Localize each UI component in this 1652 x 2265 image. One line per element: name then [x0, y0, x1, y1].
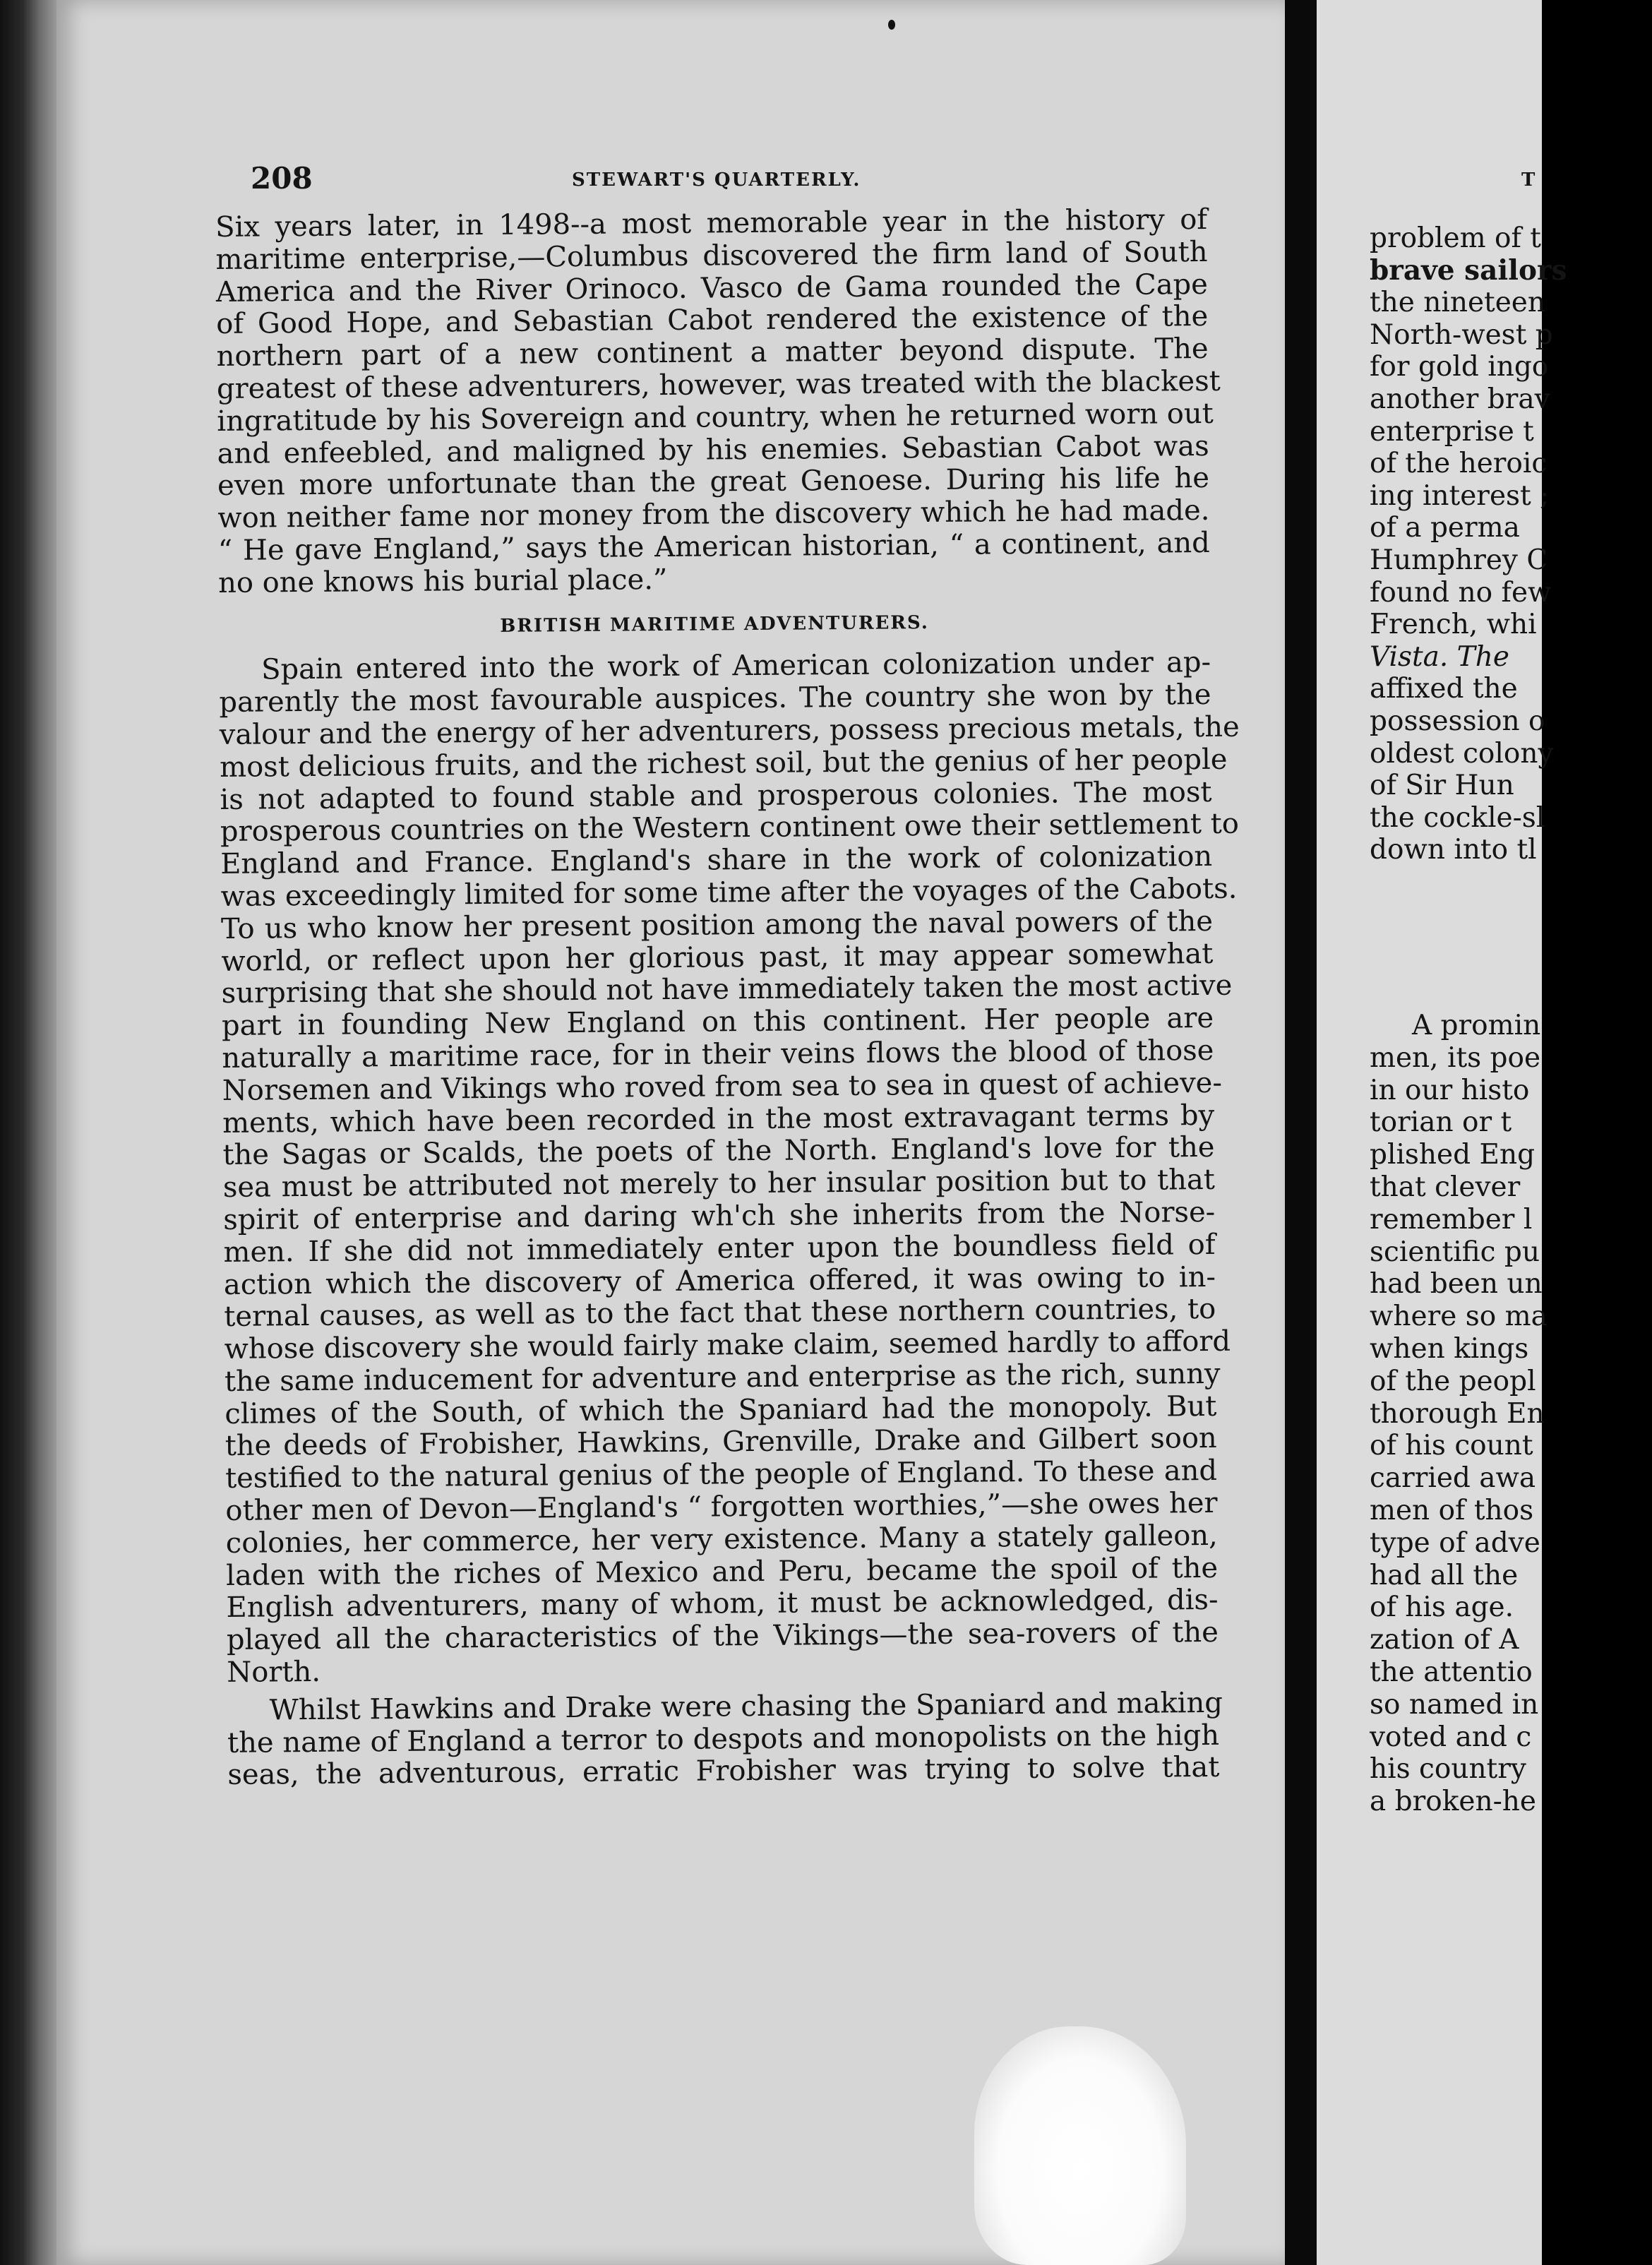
text-line: colonies, her commerce, her very existence. Many a stately galleon, — [225, 1519, 1218, 1560]
text-line: oldest colony — [1370, 737, 1554, 770]
page-number: 208 — [251, 161, 313, 196]
running-head: STEWART'S QUARTERLY. — [572, 169, 861, 191]
text-line: Six years later, in 1498--a most memorable year in the history of — [215, 203, 1208, 244]
text-line: voted and c — [1370, 1721, 1532, 1753]
text-line: Vista. The — [1370, 640, 1509, 673]
right-column-top — [1370, 222, 1652, 866]
text-line: England and France. England's share in the work of colonization — [220, 840, 1213, 881]
text-line: part in founding New England on this continent. Her people are — [221, 1002, 1214, 1043]
text-line: remember l — [1370, 1203, 1533, 1236]
text-line: other men of Devon—England's “ forgotten worthies,”—she owes her — [225, 1486, 1218, 1528]
text-line: had all the — [1370, 1559, 1519, 1591]
text-line: laden with the riches of Mexico and Peru, became the spoil of the — [225, 1551, 1219, 1592]
text-line: torian or t — [1370, 1106, 1512, 1139]
text-line: when kings — [1370, 1332, 1529, 1365]
text-line: Spain entered into the work of American colonization under ap- — [261, 646, 1211, 686]
text-line: played all the characteristics of the Vikings—the sea-rovers of the — [226, 1616, 1219, 1657]
text-line: Humphrey C — [1370, 544, 1548, 576]
text-line: possession o — [1370, 705, 1545, 737]
text-line: in our histo — [1370, 1074, 1530, 1106]
scan-left-edge — [0, 0, 56, 2265]
text-line: men of thos — [1370, 1494, 1534, 1526]
text-line: ing interest ; — [1370, 479, 1550, 512]
text-line: of his count — [1370, 1430, 1533, 1462]
text-line: thorough En — [1370, 1397, 1545, 1430]
text-line: the name of England a terror to despots and monopolists on the high — [227, 1719, 1220, 1759]
text-line: naturally a maritime race, for in their veins flows the blood of those — [222, 1034, 1214, 1075]
text-line: surprising that she should not have immediately taken the most active — [221, 969, 1233, 1010]
text-line: Whilst Hawkins and Drake were chasing the Spaniard and making — [269, 1686, 1223, 1727]
text-line: “ He gave England,” says the American historian, “ a continent, and — [217, 526, 1210, 567]
text-line: ingratitude by his Sovereign and country, when he returned worn out — [217, 397, 1214, 438]
right-page — [1317, 0, 1567, 2265]
text-line: the Sagas or Scalds, the poets of the North. England's love for the — [222, 1131, 1215, 1172]
text-line: enterprise t — [1370, 415, 1534, 448]
text-line: his country — [1370, 1753, 1526, 1786]
text-line: of the heroic — [1370, 448, 1548, 480]
text-line: carried awa — [1370, 1462, 1536, 1495]
text-line: To us who know her present position among the naval powers of the — [220, 904, 1214, 945]
text-line: and enfeebled, and maligned by his enemies. Sebastian Cabot was — [217, 429, 1209, 470]
paragraph-2 — [219, 646, 1240, 1689]
text-line: so named in — [1370, 1688, 1539, 1721]
text-line: seas, the adventurous, erratic Frobisher was trying to solve that — [227, 1751, 1220, 1792]
text-line: down into tl — [1370, 834, 1537, 866]
text-line: of Good Hope, and Sebastian Cabot rendered the existence of the — [216, 300, 1209, 341]
text-line: problem of t — [1370, 222, 1541, 254]
book-gutter — [1285, 0, 1317, 2265]
text-line: for gold ingo — [1370, 351, 1549, 383]
text-line: whose discovery she would fairly make claim, seemed hardly to afford — [224, 1325, 1231, 1366]
paragraph-3 — [227, 1686, 1223, 1792]
text-line: was exceedingly limited for some time after the voyages of the Cabots. — [220, 872, 1238, 913]
right-running-head: T — [1521, 169, 1536, 191]
text-line: ments, which have been recorded in the most extravagant terms by — [222, 1099, 1215, 1140]
paper-damage — [974, 2026, 1186, 2265]
text-line: men, its poe — [1370, 1041, 1541, 1074]
ink-speck — [888, 20, 895, 30]
text-line: won neither fame nor money from the discovery which he had made. — [217, 494, 1210, 535]
text-line: the nineteen — [1370, 287, 1546, 319]
text-line: America and the River Orinoco. Vasco de Gama rounded the Cape — [215, 268, 1209, 309]
text-line: North-west p — [1370, 318, 1553, 351]
text-line: the attentio — [1370, 1656, 1533, 1688]
text-line: Norsemen and Vikings who roved from sea to sea in quest of achieve- — [222, 1066, 1223, 1107]
text-line: affixed the — [1370, 673, 1518, 705]
text-line: men. If she did not immediately enter upon the boundless field of — [223, 1228, 1216, 1269]
text-line: of the peopl — [1370, 1365, 1536, 1397]
text-line: a broken-he — [1370, 1786, 1536, 1818]
text-line: climes of the South, of which the Spaniard had the monopoly. But — [225, 1390, 1217, 1430]
text-line: testified to the natural genius of the people of England. To these and — [225, 1454, 1218, 1495]
text-line: ternal causes, as well as to the fact that these northern countries, to — [224, 1293, 1216, 1334]
text-line: is not adapted to found stable and prosperous colonies. The most — [220, 775, 1212, 816]
text-line: of Sir Hun — [1370, 770, 1514, 802]
text-line: brave sailors — [1370, 253, 1567, 287]
text-line: prosperous countries on the Western continent owe their settlement to — [220, 807, 1240, 849]
body-text — [215, 203, 1240, 1792]
text-line: plished Eng — [1370, 1139, 1536, 1171]
text-line: of a perma — [1370, 512, 1520, 544]
text-line: most delicious fruits, and the richest soil, but the genius of her people — [219, 743, 1228, 784]
text-line: scientific pu — [1370, 1236, 1540, 1268]
text-line: no one knows his burial place.” — [217, 563, 668, 599]
text-line: valour and the energy of her adventurers, possess precious metals, the — [219, 710, 1240, 751]
text-line: greatest of these adventurers, however, was treated with the blackest — [216, 364, 1221, 405]
section-heading: BRITISH MARITIME ADVENTURERS. — [500, 611, 929, 637]
page-header — [251, 161, 1204, 203]
text-line: zation of A — [1370, 1624, 1519, 1656]
text-line: action which the discovery of America offered, it was owing to in- — [223, 1260, 1216, 1301]
text-line: English adventurers, many of whom, it must be acknowledged, dis- — [226, 1584, 1219, 1625]
text-line: French, whi — [1370, 609, 1537, 641]
paragraph-1 — [215, 203, 1221, 600]
text-line: the same inducement for adventure and enterprise as the rich, sunny — [224, 1357, 1221, 1398]
text-line: type of adve — [1370, 1526, 1540, 1559]
text-line: another brav — [1370, 383, 1550, 415]
text-line: found no few — [1370, 576, 1552, 609]
text-line: where so ma — [1370, 1301, 1548, 1333]
text-line: sea must be attributed not merely to her insular position but to that — [222, 1164, 1215, 1205]
text-line: the cockle-sl — [1370, 801, 1545, 834]
text-line: maritime enterprise,—Columbus discovered the firm land of South — [215, 235, 1208, 276]
text-line: A promin — [1412, 1010, 1541, 1041]
text-line: spirit of enterprise and daring wh'ch she inherits from the Norse- — [223, 1195, 1216, 1236]
text-line: world, or reflect upon her glorious past, it may appear somewhat — [221, 937, 1214, 978]
text-line: North. — [227, 1655, 321, 1689]
text-line: the deeds of Frobisher, Hawkins, Grenville, Drake and Gilbert soon — [225, 1422, 1217, 1463]
right-column-bottom — [1370, 1010, 1652, 1818]
text-line: northern part of a new continent a matter beyond dispute. The — [216, 333, 1209, 373]
text-line: even more unfortunate than the great Genoese. During his life he — [217, 462, 1210, 503]
text-line: parently the most favourable auspices. The country she won by the — [219, 679, 1211, 719]
text-line: that clever — [1370, 1171, 1521, 1203]
text-line: of his age. — [1370, 1591, 1514, 1624]
text-line: had been un — [1370, 1268, 1543, 1301]
